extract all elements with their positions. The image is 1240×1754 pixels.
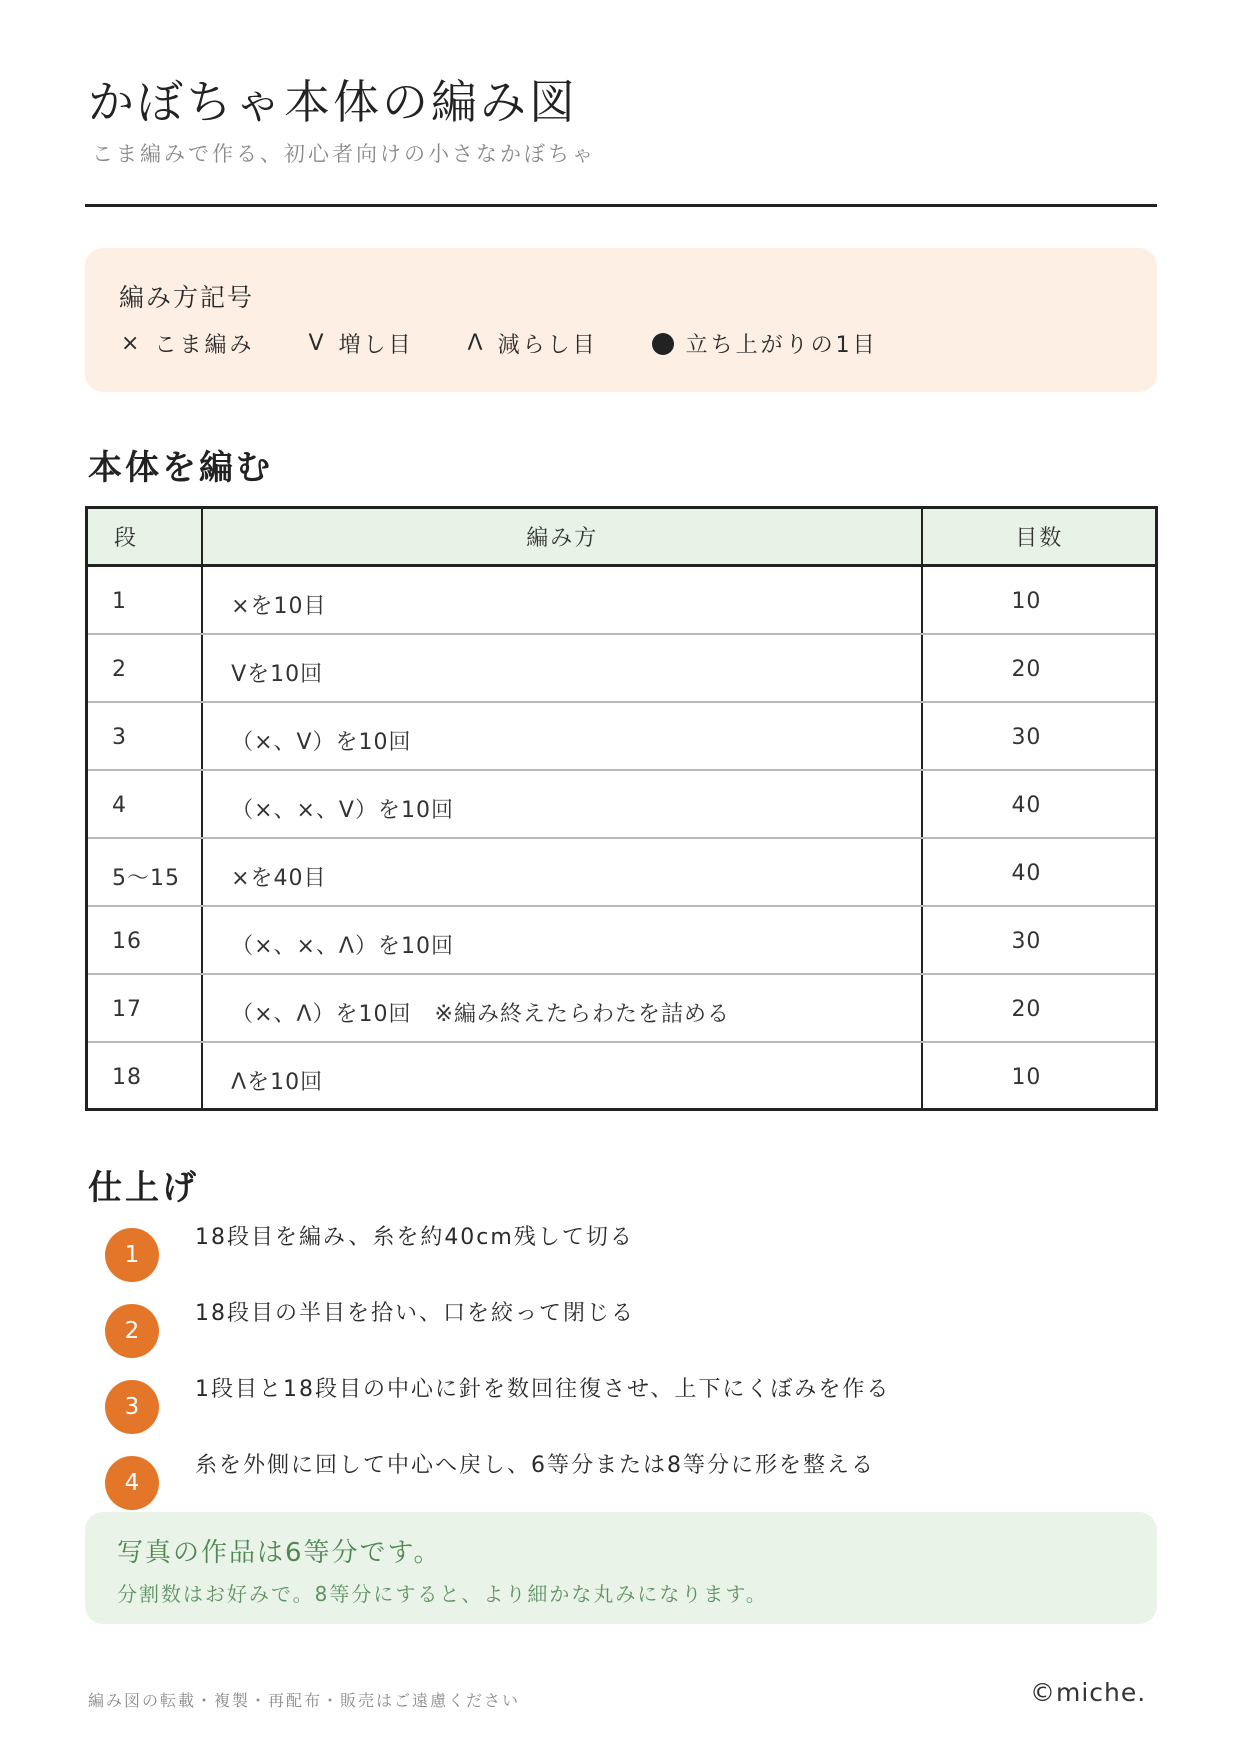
row-count: 30 xyxy=(922,702,1156,770)
row-method: Λを10回 xyxy=(202,1042,922,1110)
legend-item-turning-chain xyxy=(652,328,878,359)
row-number: 18 xyxy=(87,1042,203,1110)
legend-items xyxy=(121,328,932,359)
row-number: 3 xyxy=(87,702,203,770)
finishing-step xyxy=(105,1220,1105,1274)
finishing-step xyxy=(105,1448,1105,1502)
step-text: 18段目を編み、糸を約40cm残して切る xyxy=(195,1225,634,1250)
increase-symbol: V xyxy=(308,331,327,356)
row-method: （×、V）を10回 xyxy=(202,702,922,770)
legend-label: 増し目 xyxy=(338,333,414,358)
pattern-table xyxy=(85,506,1158,1111)
filled-circle-icon xyxy=(652,333,674,355)
section-title-body: 本体を編む xyxy=(88,448,273,488)
legend-label: こま編み xyxy=(154,333,255,358)
row-count: 10 xyxy=(922,566,1156,634)
table-row xyxy=(87,1042,1157,1110)
photo-note xyxy=(85,1512,1157,1624)
copyright-notice: 編み図の転載・複製・再配布・販売はご遠慮ください xyxy=(88,1691,521,1710)
page-subtitle: こま編みで作る、初心者向けの小さなかぼちゃ xyxy=(92,142,596,166)
row-method: ×を10目 xyxy=(202,566,922,634)
row-number: 2 xyxy=(87,634,203,702)
row-count: 40 xyxy=(922,838,1156,906)
table-row xyxy=(87,566,1157,634)
legend-label: 立ち上がりの1目 xyxy=(685,333,878,358)
table-header-row xyxy=(87,508,1157,566)
row-count: 30 xyxy=(922,906,1156,974)
page-title: かぼちゃ本体の編み図 xyxy=(88,75,578,129)
row-number: 17 xyxy=(87,974,203,1042)
decrease-symbol: Λ xyxy=(467,331,486,356)
table-row xyxy=(87,838,1157,906)
step-number-badge: 3 xyxy=(105,1380,159,1434)
legend-item-increase xyxy=(308,328,413,359)
author-credit: ©miche. xyxy=(1030,1678,1147,1707)
step-number-badge: 4 xyxy=(105,1456,159,1510)
row-count: 20 xyxy=(922,974,1156,1042)
row-count: 20 xyxy=(922,634,1156,702)
table-row xyxy=(87,634,1157,702)
table-row xyxy=(87,974,1157,1042)
row-count: 40 xyxy=(922,770,1156,838)
section-title-finishing: 仕上げ xyxy=(88,1168,199,1208)
column-header-method: 編み方 xyxy=(202,508,922,566)
table-row xyxy=(87,770,1157,838)
finishing-step xyxy=(105,1296,1105,1350)
table-row xyxy=(87,702,1157,770)
note-text: 分割数はお好みで。8等分にすると、より細かな丸みになります。 xyxy=(117,1582,768,1606)
row-number: 4 xyxy=(87,770,203,838)
symbol-legend xyxy=(85,248,1157,392)
step-text: 1段目と18段目の中心に針を数回往復させ、上下にくぼみを作る xyxy=(195,1377,891,1402)
legend-item-single-crochet xyxy=(121,328,254,359)
row-method: Vを10回 xyxy=(202,634,922,702)
row-number: 1 xyxy=(87,566,203,634)
step-text: 18段目の半目を拾い、口を絞って閉じる xyxy=(195,1301,635,1326)
row-number: 16 xyxy=(87,906,203,974)
legend-label: 減らし目 xyxy=(497,333,598,358)
table-row xyxy=(87,906,1157,974)
row-method: ×を40目 xyxy=(202,838,922,906)
note-title: 写真の作品は6等分です。 xyxy=(117,1538,442,1568)
row-method: （×、×、Λ）を10回 xyxy=(202,906,922,974)
step-text: 糸を外側に回して中心へ戻し、6等分または8等分に形を整える xyxy=(195,1453,875,1478)
row-method: （×、Λ）を10回 ※編み終えたらわたを詰める xyxy=(202,974,922,1042)
column-header-row: 段 xyxy=(87,508,203,566)
step-number-badge: 2 xyxy=(105,1304,159,1358)
column-header-count: 目数 xyxy=(922,508,1156,566)
legend-item-decrease xyxy=(468,328,598,359)
row-count: 10 xyxy=(1011,1064,1042,1090)
legend-title: 編み方記号 xyxy=(119,283,255,312)
single-crochet-symbol: × xyxy=(121,331,143,356)
finishing-step xyxy=(105,1372,1105,1426)
step-number-badge: 1 xyxy=(105,1228,159,1282)
row-method: （×、×、V）を10回 xyxy=(202,770,922,838)
title-divider xyxy=(85,204,1157,207)
row-number: 5〜15 xyxy=(87,838,203,906)
